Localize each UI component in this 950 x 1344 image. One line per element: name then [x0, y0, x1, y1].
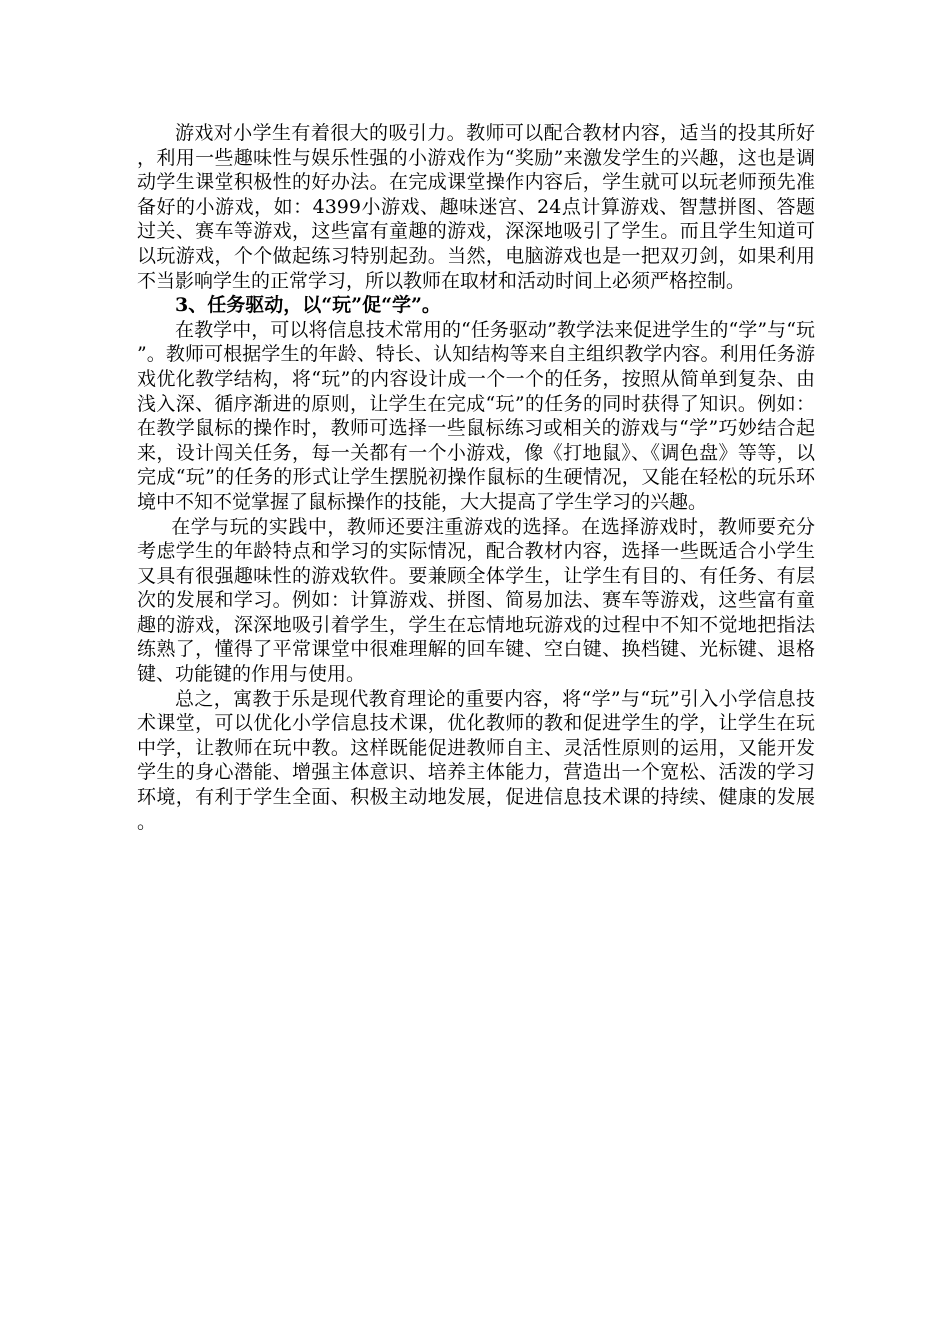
document-body: [137, 121, 815, 834]
paragraph-task-driven: 在教学中，可以将信息技术常用的“任务驱动”教学法来促进学生的“学”与“玩”。教师可根据学生的年龄、特长、认知结构等来自主组织教学内容。利用任务游戏优化教学结构，将“玩”的内容设计成一个一个的任务，按照从简单到复杂、由浅入深、循序渐进的原则，让学生在完成“玩”的任务的同时获得了知识。例如：在教学鼠标的操作时，教师可选择一些鼠标练习或相关的游戏与“学”巧妙结合起来，设计闯关任务，每一关都有一个小游戏，像《打地鼠》、《调色盘》等等，以完成“玩”的任务的形式让学生摆脱初操作鼠标的生硬情况，又能在轻松的玩乐环境中不知不觉掌握了鼠标操作的技能，大大提高了学生学习的兴趣。: [137, 318, 815, 513]
section-heading-task-driven: 3、任务驱动，以“玩”促“学”。: [175, 294, 441, 317]
paragraph-conclusion: 总之，寓教于乐是现代教育理论的重要内容，将“学”与“玩”引入小学信息技术课堂，可以优化小学信息技术课，优化教师的教和促进学生的学，让学生在玩中学，让教师在玩中教。这样既能促进教师自主、灵活性原则的运用，又能开发学生的身心潜能、增强主体意识、培养主体能力，营造出一个宽松、活泼的学习环境，有利于学生全面、积极主动地发展，促进信息技术课的持续、健康的发展。: [137, 687, 815, 833]
paragraph-game-selection: 在学与玩的实践中，教师还要注重游戏的选择。在选择游戏时，教师要充分考虑学生的年龄特点和学习的实际情况，配合教材内容，选择一些既适合小学生又具有很强趣味性的游戏软件。要兼顾全体学生，让学生有目的、有任务、有层次的发展和学习。例如：计算游戏、拼图、简易加法、赛车等游戏，这些富有童趣的游戏，深深地吸引着学生，学生在忘情地玩游戏的过程中不知不觉地把指法练熟了，懂得了平常课堂中很难理解的回车键、空白键、换档键、光标键、退格键、功能键的作用与使用。: [137, 515, 815, 686]
paragraph-game-reward: 游戏对小学生有着很大的吸引力。教师可以配合教材内容，适当的投其所好，利用一些趣味性与娱乐性强的小游戏作为“奖励”来激发学生的兴趣，这也是调动学生课堂积极性的好办法。在完成课堂操作内容后，学生就可以玩老师预先准备好的小游戏，如：4399小游戏、趣味迷宫、24点计算游戏、智慧拼图、答题过关、赛车等游戏，这些富有童趣的游戏，深深地吸引了学生。而且学生知道可以玩游戏，个个做起练习特别起劲。当然，电脑游戏也是一把双刃剑，如果利用不当影响学生的正常学习，所以教师在取材和活动时间上必须严格控制。: [137, 122, 815, 292]
